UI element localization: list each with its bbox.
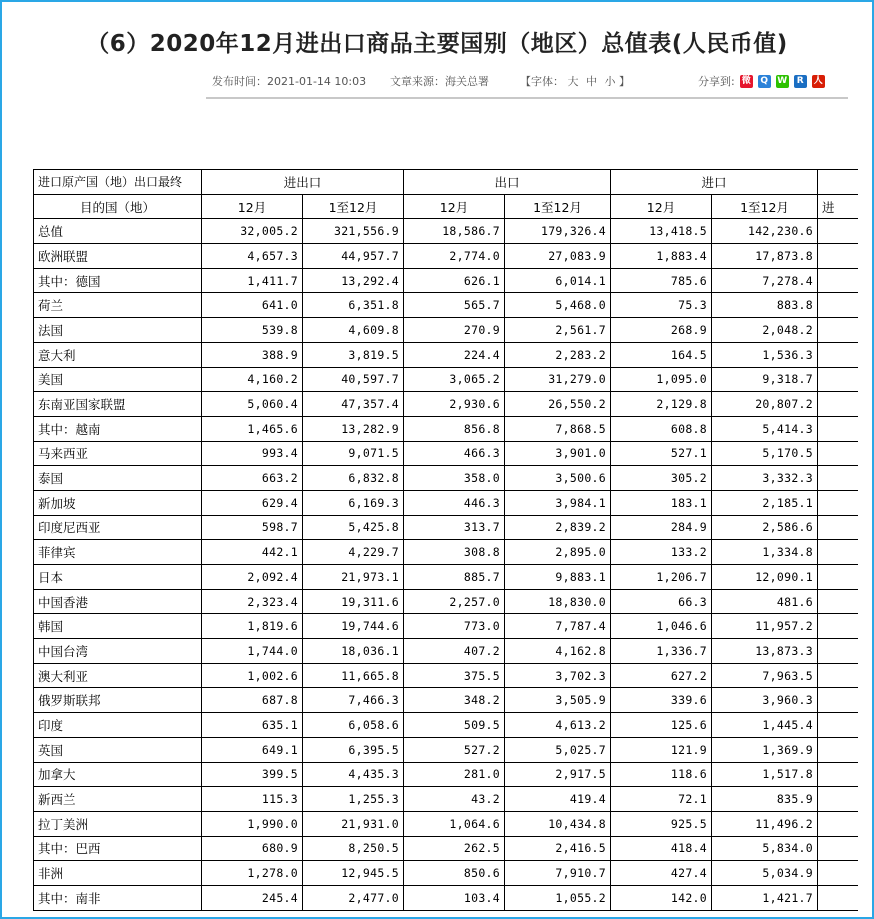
value-cell: 18,036.1	[303, 639, 404, 664]
value-cell: 680.9	[202, 836, 303, 861]
value-cell: 40,597.7	[303, 367, 404, 392]
value-cell: 407.2	[404, 639, 505, 664]
table-row	[34, 589, 858, 614]
value-cell: 2,092.4	[202, 565, 303, 590]
row-label: 总值	[34, 219, 202, 244]
value-cell: 118.6	[611, 762, 712, 787]
table-row	[34, 244, 858, 269]
value-cell: 9,071.5	[303, 441, 404, 466]
value-cell: 635.1	[202, 713, 303, 738]
value-cell: 1,255.3	[303, 787, 404, 812]
value-cell: 20,807.2	[712, 392, 818, 417]
group-header-total: 进出口	[202, 170, 404, 195]
value-cell: 629.4	[202, 490, 303, 515]
cut-cell	[818, 737, 858, 762]
value-cell: 284.9	[611, 515, 712, 540]
cut-cell	[818, 836, 858, 861]
value-cell: 270.9	[404, 318, 505, 343]
table-row	[34, 861, 858, 886]
value-cell: 1,421.7	[712, 885, 818, 910]
value-cell: 641.0	[202, 293, 303, 318]
value-cell: 7,466.3	[303, 688, 404, 713]
value-cell: 164.5	[611, 342, 712, 367]
value-cell: 121.9	[611, 737, 712, 762]
cut-cell	[818, 663, 858, 688]
value-cell: 627.2	[611, 663, 712, 688]
value-cell: 21,973.1	[303, 565, 404, 590]
value-cell: 11,665.8	[303, 663, 404, 688]
value-cell: 224.4	[404, 342, 505, 367]
cut-cell	[818, 367, 858, 392]
cut-cell	[818, 466, 858, 491]
value-cell: 527.1	[611, 441, 712, 466]
table-row	[34, 392, 858, 417]
cut-cell	[818, 392, 858, 417]
value-cell: 388.9	[202, 342, 303, 367]
cut-cell	[818, 885, 858, 910]
value-cell: 856.8	[404, 416, 505, 441]
value-cell: 2,895.0	[505, 540, 611, 565]
value-cell: 446.3	[404, 490, 505, 515]
value-cell: 2,477.0	[303, 885, 404, 910]
value-cell: 1,064.6	[404, 811, 505, 836]
value-cell: 43.2	[404, 787, 505, 812]
value-cell: 339.6	[611, 688, 712, 713]
value-cell: 12,090.1	[712, 565, 818, 590]
table-row	[34, 663, 858, 688]
table-row	[34, 219, 858, 244]
value-cell: 4,435.3	[303, 762, 404, 787]
table-row	[34, 416, 858, 441]
subheader: 1至12月	[505, 194, 611, 219]
cut-cell	[818, 787, 858, 812]
value-cell: 1,046.6	[611, 614, 712, 639]
value-cell: 3,819.5	[303, 342, 404, 367]
value-cell: 245.4	[202, 885, 303, 910]
table-row	[34, 762, 858, 787]
row-label: 新西兰	[34, 787, 202, 812]
cut-cell	[818, 318, 858, 343]
value-cell: 427.4	[611, 861, 712, 886]
value-cell: 9,318.7	[712, 367, 818, 392]
value-cell: 313.7	[404, 515, 505, 540]
row-label: 东南亚国家联盟	[34, 392, 202, 417]
cut-cell	[818, 811, 858, 836]
value-cell: 2,048.2	[712, 318, 818, 343]
value-cell: 2,185.1	[712, 490, 818, 515]
value-cell: 268.9	[611, 318, 712, 343]
value-cell: 305.2	[611, 466, 712, 491]
value-cell: 5,414.3	[712, 416, 818, 441]
value-cell: 12,945.5	[303, 861, 404, 886]
value-cell: 4,229.7	[303, 540, 404, 565]
value-cell: 6,351.8	[303, 293, 404, 318]
value-cell: 1,819.6	[202, 614, 303, 639]
value-cell: 7,278.4	[712, 268, 818, 293]
value-cell: 6,169.3	[303, 490, 404, 515]
cut-cell	[818, 416, 858, 441]
value-cell: 262.5	[404, 836, 505, 861]
value-cell: 4,613.2	[505, 713, 611, 738]
value-cell: 687.8	[202, 688, 303, 713]
value-cell: 5,170.5	[712, 441, 818, 466]
value-cell: 17,873.8	[712, 244, 818, 269]
value-cell: 142.0	[611, 885, 712, 910]
value-cell: 1,206.7	[611, 565, 712, 590]
value-cell: 3,065.2	[404, 367, 505, 392]
group-header-export: 出口	[404, 170, 611, 195]
value-cell: 3,901.0	[505, 441, 611, 466]
value-cell: 26,550.2	[505, 392, 611, 417]
table-row	[34, 713, 858, 738]
value-cell: 375.5	[404, 663, 505, 688]
cut-cell	[818, 540, 858, 565]
value-cell: 179,326.4	[505, 219, 611, 244]
cut-cell	[818, 565, 858, 590]
table-row	[34, 515, 858, 540]
row-label: 美国	[34, 367, 202, 392]
cut-cell	[818, 639, 858, 664]
value-cell: 2,416.5	[505, 836, 611, 861]
qzone-icon[interactable]: Q	[758, 75, 771, 88]
value-cell: 1,445.4	[712, 713, 818, 738]
value-cell: 663.2	[202, 466, 303, 491]
cut-cell	[818, 861, 858, 886]
value-cell: 2,283.2	[505, 342, 611, 367]
value-cell: 527.2	[404, 737, 505, 762]
value-cell: 66.3	[611, 589, 712, 614]
row-label: 中国台湾	[34, 639, 202, 664]
cut-cell	[818, 589, 858, 614]
publish-time: 发布时间：2021-01-14 10:03	[212, 75, 367, 88]
row-label: 非洲	[34, 861, 202, 886]
value-cell: 125.6	[611, 713, 712, 738]
row-label: 俄罗斯联邦	[34, 688, 202, 713]
value-cell: 5,425.8	[303, 515, 404, 540]
value-cell: 2,323.4	[202, 589, 303, 614]
row-label: 印度尼西亚	[34, 515, 202, 540]
value-cell: 509.5	[404, 713, 505, 738]
value-cell: 4,609.8	[303, 318, 404, 343]
value-cell: 133.2	[611, 540, 712, 565]
value-cell: 31,279.0	[505, 367, 611, 392]
page-title: （6）2020年12月进出口商品主要国别（地区）总值表(人民币值)	[86, 31, 788, 57]
row-label: 加拿大	[34, 762, 202, 787]
value-cell: 3,500.6	[505, 466, 611, 491]
table-row	[34, 293, 858, 318]
row-label: 澳大利亚	[34, 663, 202, 688]
share-bar	[698, 73, 825, 89]
value-cell: 75.3	[611, 293, 712, 318]
trade-table	[33, 169, 858, 911]
value-cell: 13,418.5	[611, 219, 712, 244]
font-large-link[interactable]: 大	[567, 75, 579, 88]
value-cell: 5,034.9	[712, 861, 818, 886]
subheader: 12月	[202, 194, 303, 219]
cut-cell	[818, 614, 858, 639]
table-row	[34, 565, 858, 590]
value-cell: 5,834.0	[712, 836, 818, 861]
value-cell: 7,787.4	[505, 614, 611, 639]
value-cell: 3,960.3	[712, 688, 818, 713]
cut-cell	[818, 244, 858, 269]
value-cell: 3,984.1	[505, 490, 611, 515]
value-cell: 5,060.4	[202, 392, 303, 417]
value-cell: 1,883.4	[611, 244, 712, 269]
value-cell: 47,357.4	[303, 392, 404, 417]
value-cell: 2,561.7	[505, 318, 611, 343]
corner-header-bottom: 目的国（地）	[34, 194, 202, 219]
value-cell: 13,873.3	[712, 639, 818, 664]
subheader-cut: 进	[818, 194, 858, 219]
font-medium-link[interactable]: 中	[586, 75, 597, 88]
value-cell: 5,468.0	[505, 293, 611, 318]
cut-cell	[818, 713, 858, 738]
article-source: 文章来源：海关总署	[390, 75, 489, 88]
row-label: 泰国	[34, 466, 202, 491]
value-cell: 183.1	[611, 490, 712, 515]
value-cell: 850.6	[404, 861, 505, 886]
table-row	[34, 490, 858, 515]
cut-cell	[818, 268, 858, 293]
table-row	[34, 614, 858, 639]
value-cell: 2,774.0	[404, 244, 505, 269]
value-cell: 6,832.8	[303, 466, 404, 491]
value-cell: 8,250.5	[303, 836, 404, 861]
value-cell: 6,014.1	[505, 268, 611, 293]
value-cell: 44,957.7	[303, 244, 404, 269]
table-row	[34, 811, 858, 836]
row-label: 英国	[34, 737, 202, 762]
subheader: 1至12月	[712, 194, 818, 219]
row-label: 其中：德国	[34, 268, 202, 293]
value-cell: 993.4	[202, 441, 303, 466]
value-cell: 115.3	[202, 787, 303, 812]
value-cell: 773.0	[404, 614, 505, 639]
value-cell: 539.8	[202, 318, 303, 343]
table-row	[34, 836, 858, 861]
value-cell: 2,839.2	[505, 515, 611, 540]
value-cell: 626.1	[404, 268, 505, 293]
row-label: 马来西亚	[34, 441, 202, 466]
value-cell: 885.7	[404, 565, 505, 590]
value-cell: 1,744.0	[202, 639, 303, 664]
font-size-control: 【字体： 大 中 小 】	[520, 75, 630, 88]
value-cell: 925.5	[611, 811, 712, 836]
value-cell: 18,586.7	[404, 219, 505, 244]
value-cell: 9,883.1	[505, 565, 611, 590]
table-row	[34, 639, 858, 664]
value-cell: 19,311.6	[303, 589, 404, 614]
table-row	[34, 466, 858, 491]
value-cell: 1,411.7	[202, 268, 303, 293]
value-cell: 1,536.3	[712, 342, 818, 367]
value-cell: 419.4	[505, 787, 611, 812]
value-cell: 7,868.5	[505, 416, 611, 441]
row-label: 中国香港	[34, 589, 202, 614]
people-icon[interactable]: 人	[813, 75, 823, 86]
value-cell: 2,930.6	[404, 392, 505, 417]
value-cell: 2,257.0	[404, 589, 505, 614]
corner-header-top: 进口原产国（地）出口最终	[34, 170, 202, 195]
table-row	[34, 885, 858, 910]
value-cell: 1,095.0	[611, 367, 712, 392]
cut-cell	[818, 293, 858, 318]
value-cell: 5,025.7	[505, 737, 611, 762]
value-cell: 1,002.6	[202, 663, 303, 688]
row-label: 意大利	[34, 342, 202, 367]
value-cell: 1,465.6	[202, 416, 303, 441]
table-row	[34, 787, 858, 812]
value-cell: 565.7	[404, 293, 505, 318]
value-cell: 13,282.9	[303, 416, 404, 441]
value-cell: 142,230.6	[712, 219, 818, 244]
value-cell: 11,957.2	[712, 614, 818, 639]
value-cell: 1,334.8	[712, 540, 818, 565]
value-cell: 4,160.2	[202, 367, 303, 392]
subheader: 12月	[611, 194, 712, 219]
weibo-icon[interactable]: 微	[741, 75, 751, 86]
row-label: 法国	[34, 318, 202, 343]
value-cell: 27,083.9	[505, 244, 611, 269]
font-small-link[interactable]: 小	[604, 75, 616, 88]
table-row	[34, 540, 858, 565]
value-cell: 4,657.3	[202, 244, 303, 269]
value-cell: 466.3	[404, 441, 505, 466]
table-row	[34, 688, 858, 713]
value-cell: 7,910.7	[505, 861, 611, 886]
table-row	[34, 318, 858, 343]
value-cell: 4,162.8	[505, 639, 611, 664]
row-label: 其中：南非	[34, 885, 202, 910]
row-label: 欧洲联盟	[34, 244, 202, 269]
value-cell: 785.6	[611, 268, 712, 293]
table-row	[34, 268, 858, 293]
value-cell: 1,278.0	[202, 861, 303, 886]
cut-cell	[818, 441, 858, 466]
value-cell: 649.1	[202, 737, 303, 762]
value-cell: 2,917.5	[505, 762, 611, 787]
value-cell: 18,830.0	[505, 589, 611, 614]
value-cell: 399.5	[202, 762, 303, 787]
value-cell: 481.6	[712, 589, 818, 614]
value-cell: 103.4	[404, 885, 505, 910]
cut-cell	[818, 342, 858, 367]
value-cell: 608.8	[611, 416, 712, 441]
value-cell: 883.8	[712, 293, 818, 318]
value-cell: 19,744.6	[303, 614, 404, 639]
subheader: 1至12月	[303, 194, 404, 219]
value-cell: 72.1	[611, 787, 712, 812]
value-cell: 11,496.2	[712, 811, 818, 836]
row-label: 荷兰	[34, 293, 202, 318]
value-cell: 10,434.8	[505, 811, 611, 836]
group-header-import: 进口	[611, 170, 818, 195]
group-header-cut	[818, 170, 858, 195]
row-label: 韩国	[34, 614, 202, 639]
row-label: 新加坡	[34, 490, 202, 515]
table-row	[34, 367, 858, 392]
value-cell: 1,336.7	[611, 639, 712, 664]
cut-cell	[818, 219, 858, 244]
value-cell: 2,586.6	[712, 515, 818, 540]
value-cell: 1,990.0	[202, 811, 303, 836]
value-cell: 281.0	[404, 762, 505, 787]
value-cell: 2,129.8	[611, 392, 712, 417]
subheader: 12月	[404, 194, 505, 219]
value-cell: 358.0	[404, 466, 505, 491]
cut-cell	[818, 515, 858, 540]
value-cell: 442.1	[202, 540, 303, 565]
table-body	[34, 219, 858, 910]
value-cell: 1,517.8	[712, 762, 818, 787]
value-cell: 1,369.9	[712, 737, 818, 762]
value-cell: 32,005.2	[202, 219, 303, 244]
cut-cell	[818, 490, 858, 515]
value-cell: 418.4	[611, 836, 712, 861]
row-label: 拉丁美洲	[34, 811, 202, 836]
value-cell: 21,931.0	[303, 811, 404, 836]
value-cell: 13,292.4	[303, 268, 404, 293]
row-label: 日本	[34, 565, 202, 590]
value-cell: 3,505.9	[505, 688, 611, 713]
wechat-icon[interactable]: W	[777, 75, 788, 86]
table-row	[34, 342, 858, 367]
cut-cell	[818, 688, 858, 713]
value-cell: 321,556.9	[303, 219, 404, 244]
value-cell: 598.7	[202, 515, 303, 540]
value-cell: 308.8	[404, 540, 505, 565]
value-cell: 3,332.3	[712, 466, 818, 491]
renren-icon[interactable]: R	[794, 75, 807, 88]
value-cell: 3,702.3	[505, 663, 611, 688]
row-label: 菲律宾	[34, 540, 202, 565]
value-cell: 6,395.5	[303, 737, 404, 762]
row-label: 其中：越南	[34, 416, 202, 441]
row-label: 印度	[34, 713, 202, 738]
value-cell: 7,963.5	[712, 663, 818, 688]
header-divider	[206, 97, 848, 99]
value-cell: 348.2	[404, 688, 505, 713]
value-cell: 835.9	[712, 787, 818, 812]
table-row	[34, 737, 858, 762]
value-cell: 1,055.2	[505, 885, 611, 910]
share-label: 分享到:	[698, 75, 735, 88]
cut-cell	[818, 762, 858, 787]
value-cell: 6,058.6	[303, 713, 404, 738]
table-row	[34, 441, 858, 466]
row-label: 其中：巴西	[34, 836, 202, 861]
